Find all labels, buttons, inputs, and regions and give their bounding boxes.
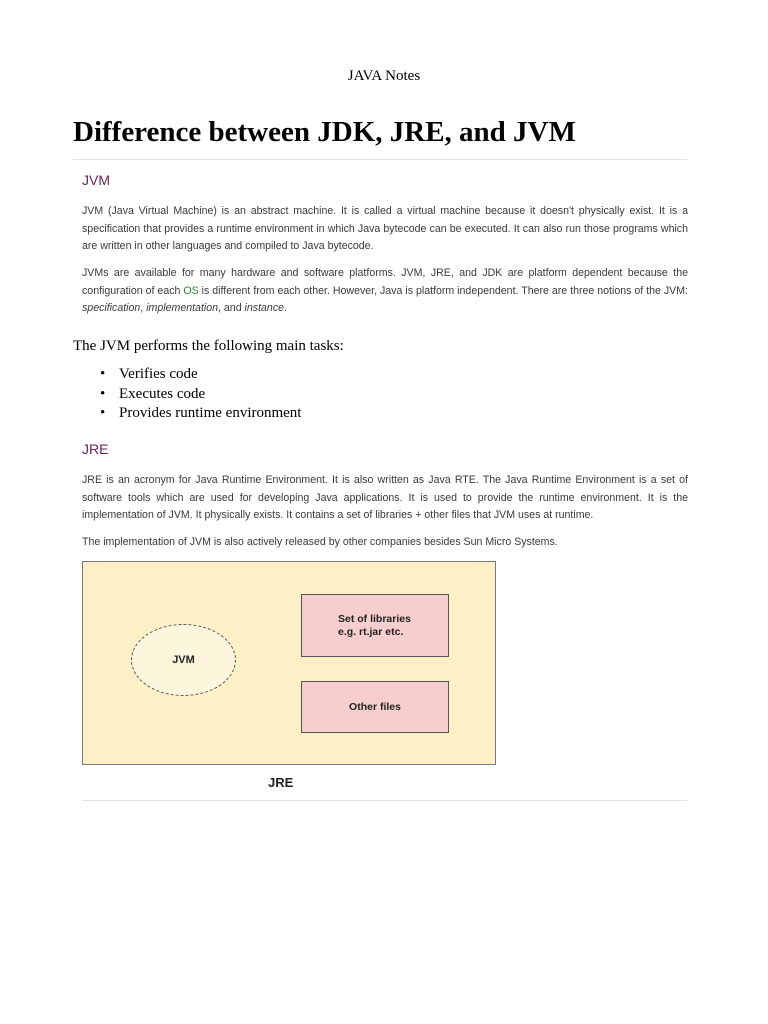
paragraph-end: . [284, 302, 287, 314]
jre-diagram [82, 561, 496, 765]
notion-specification: specification [82, 302, 141, 314]
diagram-caption: JRE [268, 775, 294, 790]
jre-paragraph-1: JRE is an acronym for Java Runtime Environment. It is also written as Java RTE. The Java Runtime Environment is a set of software tools which are used for developing Java applications. It is used to provide the runtime environment. It is the implementation of JVM. It physically exists. It contains a set of libraries + other files that JVM uses at runtime. [82, 474, 688, 521]
other-files-box: Other files [301, 681, 449, 733]
tasks-intro: The JVM performs the following main tasks: [73, 338, 344, 354]
bullet: • [100, 405, 106, 421]
libraries-box [301, 594, 449, 657]
header-note: JAVA Notes [347, 68, 421, 84]
notion-sep-2: , and [218, 302, 245, 314]
libraries-line-1: Set of libraries [338, 613, 411, 625]
notion-sep-1: , [140, 302, 147, 314]
task-label: Verifies code [119, 366, 198, 382]
list-item [73, 385, 301, 405]
os-link[interactable]: OS [183, 284, 199, 297]
task-label: Executes code [119, 385, 206, 402]
jvm-paragraph-1: JVM (Java Virtual Machine) is an abstract machine. It is called a virtual machine because it doesn't physically exist. It is a specification that provides a runtime environment in which Java bytecode can be executed. It can also run those programs which are written in other languages and compiled to Java bytecode. [82, 205, 688, 252]
jvm-heading: JVM [82, 172, 110, 188]
task-list [73, 365, 301, 424]
bottom-divider [82, 800, 687, 801]
jre-paragraph-2: The implementation of JVM is also actively released by other companies besides Sun Micro Systems. [82, 536, 558, 548]
bullet: • [100, 385, 106, 402]
list-item [73, 365, 301, 385]
notion-implementation: implementation [146, 302, 219, 314]
jvm-paragraph-2-middle: is different from each other. However, Java is platform independent. There are three notions of the JVM: [198, 284, 688, 297]
jvm-paragraph-2 [82, 265, 688, 318]
libraries-line-2: e.g. rt.jar etc. [338, 626, 404, 638]
title-divider [73, 159, 687, 160]
libraries-box-text [338, 613, 411, 639]
jre-heading: JRE [82, 441, 109, 457]
notion-instance: instance [244, 302, 285, 314]
jvm-paragraph-2-start: JVMs are available for many hardware and software platforms. JVM, JRE, and JDK are platform dependent because the configuration of each [82, 267, 688, 297]
page-title: Difference between JDK, JRE, and JVM [73, 116, 576, 148]
jvm-ellipse: JVM [131, 624, 236, 696]
bullet: • [100, 366, 106, 382]
task-label: Provides runtime environment [119, 405, 302, 421]
list-item [73, 404, 301, 424]
